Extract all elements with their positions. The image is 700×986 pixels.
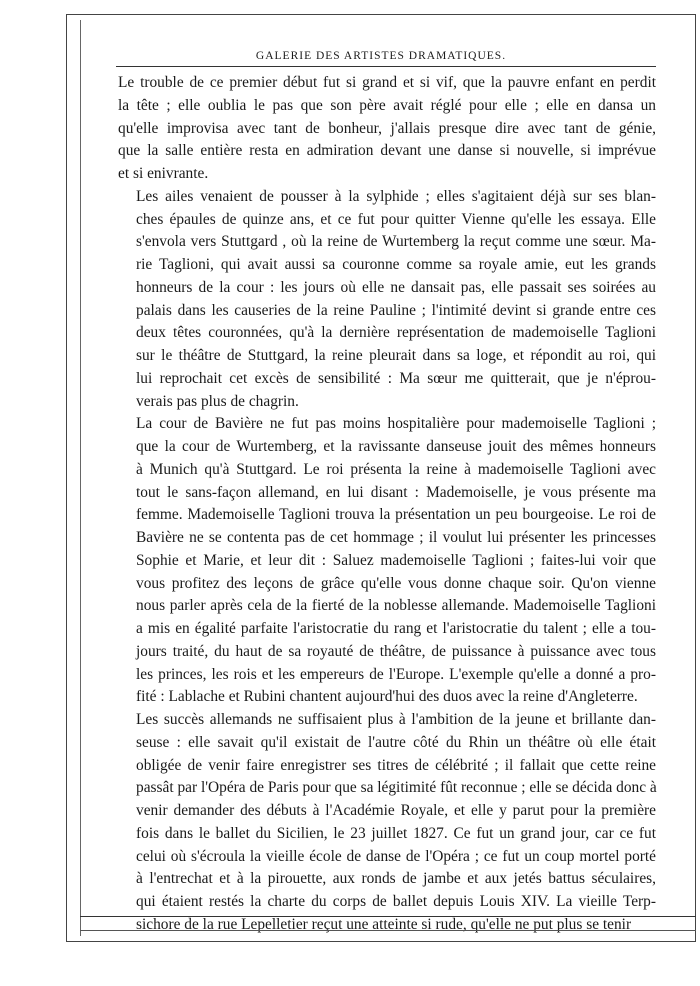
text-line: honneurs de la cour : les jours où elle ne dansait pas, elle passait ses soirées au (136, 278, 656, 296)
text-line: qui étaient restés la charte du corps de ballet depuis Louis XIV. La vieille Terp- (136, 893, 656, 910)
bottom-rule-secondary (80, 930, 696, 931)
bottom-rule (80, 916, 696, 917)
text-line: Les ailes venaient de pousser à la sylphide ; elles s'agitaient déjà sur ses blan- (136, 187, 656, 205)
text-line: sichore de la rue Lepelletier reçut une atteinte si rude, qu'elle ne put plus se tenir (136, 915, 632, 933)
text-line: lui reprochait cet excès de sensibilité : Ma sœur me quitterait, que je n'éprou- (136, 369, 656, 387)
text-line: celui où s'écroula la vieille école de danse de l'Opéra ; ce fut un coup mortel porté (136, 847, 656, 865)
text-line: Le trouble de ce premier début fut si grand et si vif, que la pauvre enfant en perdit (118, 74, 656, 91)
text-line: passât par l'Opéra de Paris pour que sa légitimité fût reconnue ; elle se décida donc à (136, 779, 657, 797)
text-line: palais dans les causeries de la reine Pauline ; l'intimité devint si grande entre ces (136, 301, 656, 319)
body-text (118, 72, 656, 937)
text-line: qu'elle improvisa avec tant de bonheur, j'allais presque dire avec tant de génie, (118, 119, 656, 137)
text-line: La cour de Bavière ne fut pas moins hospitalière pour mademoiselle Taglioni ; (136, 415, 656, 433)
text-line: venir demander des débuts à l'Académie Royale, et elle y parut pour la première (136, 802, 656, 819)
text-line: deux têtes couronnées, qu'à la dernière représentation de mademoiselle Taglioni (136, 324, 656, 342)
text-line: tout le sans-façon allemand, en lui disant : Mademoiselle, je vous présente ma (136, 483, 656, 501)
text-line: vous profitez des leçons de grâce qu'elle vous donne chaque soir. Qu'on vienne (136, 574, 656, 592)
text-line: à Munich qu'à Stuttgard. Le roi présenta la reine à mademoiselle Taglioni avec (136, 460, 656, 478)
text-line: la tête ; elle oublia le pas que son père avait réglé pour elle ; elle en dansa un (118, 96, 656, 114)
paragraph (118, 72, 656, 186)
text-line: jours traité, du haut de sa royauté de théâtre, de puissance à puissance avec tous (136, 642, 656, 660)
page-inner-edge (80, 20, 81, 936)
text-line: que la cour de Wurtemberg, et la ravissante danseuse jouit des mêmes honneurs (136, 438, 656, 455)
text-line: sur le théâtre de Stuttgard, la reine pleurait dans sa loge, et répondit au roi, qui (136, 347, 656, 364)
text-line: que la salle entière resta en admiration devant une danse si nouvelle, si imprévue (118, 142, 656, 160)
text-line: Bavière ne se contenta pas de cet hommage ; il voulut lui présenter les princesses (136, 529, 656, 546)
running-header: GALERIE DES ARTISTES DRAMATIQUES. (255, 50, 507, 62)
text-line: Les succès allemands ne suffisaient plus à l'ambition de la jeune et brillante dan- (136, 711, 656, 728)
text-line: nous parler après cela de la fierté de la noblesse allemande. Mademoiselle Taglioni (136, 597, 656, 615)
text-line: obligée de venir faire enregistrer ses titres de célébrité ; il fallait que cette reine (136, 756, 656, 774)
paragraph (118, 709, 656, 937)
paragraph (118, 413, 656, 709)
text-line: les princes, les rois et les empereurs de l'Europe. L'exemple qu'elle a donné a pro- (136, 665, 656, 683)
paragraph (118, 186, 656, 414)
text-line: s'envola vers Stuttgard , où la reine de Wurtemberg la reçut comme une sœur. Ma- (136, 233, 656, 251)
text-line: seuse : elle savait qu'il existait de l'autre côté du Rhin un théâtre où elle était (136, 733, 656, 751)
text-line: rie Taglioni, qui avait aussi sa couronne comme sa royale amie, eut les grands (136, 256, 656, 273)
text-line: verais pas plus de chagrin. (136, 392, 299, 410)
text-line: femme. Mademoiselle Taglioni trouva la présentation un peu bourgeoise. Le roi de (136, 506, 656, 524)
text-line: Sophie et Marie, et leur dit : Saluez mademoiselle Taglioni ; faites-lui voir que (136, 551, 656, 569)
text-line: à l'entrechat et à la pirouette, aux ronds de jambe et aux jetés battus séculaires, (136, 870, 656, 888)
header-rule (116, 66, 656, 67)
text-line: fité : Lablache et Rubini chantent aujourd'hui des duos avec la reine d'Angleterre. (136, 688, 638, 706)
text-line: ches épaules de quinze ans, et ce fut pour quitter Vienne qu'elle les essaya. Elle (136, 210, 656, 228)
text-line: et si enivrante. (118, 165, 209, 182)
text-line: fois dans le ballet du Sicilien, le 23 juillet 1827. Ce fut un grand jour, car ce fut (136, 824, 656, 842)
text-line: a mis en égalité parfaite l'aristocratie du rang et l'aristocratie du talent ; elle a tou- (136, 620, 656, 637)
